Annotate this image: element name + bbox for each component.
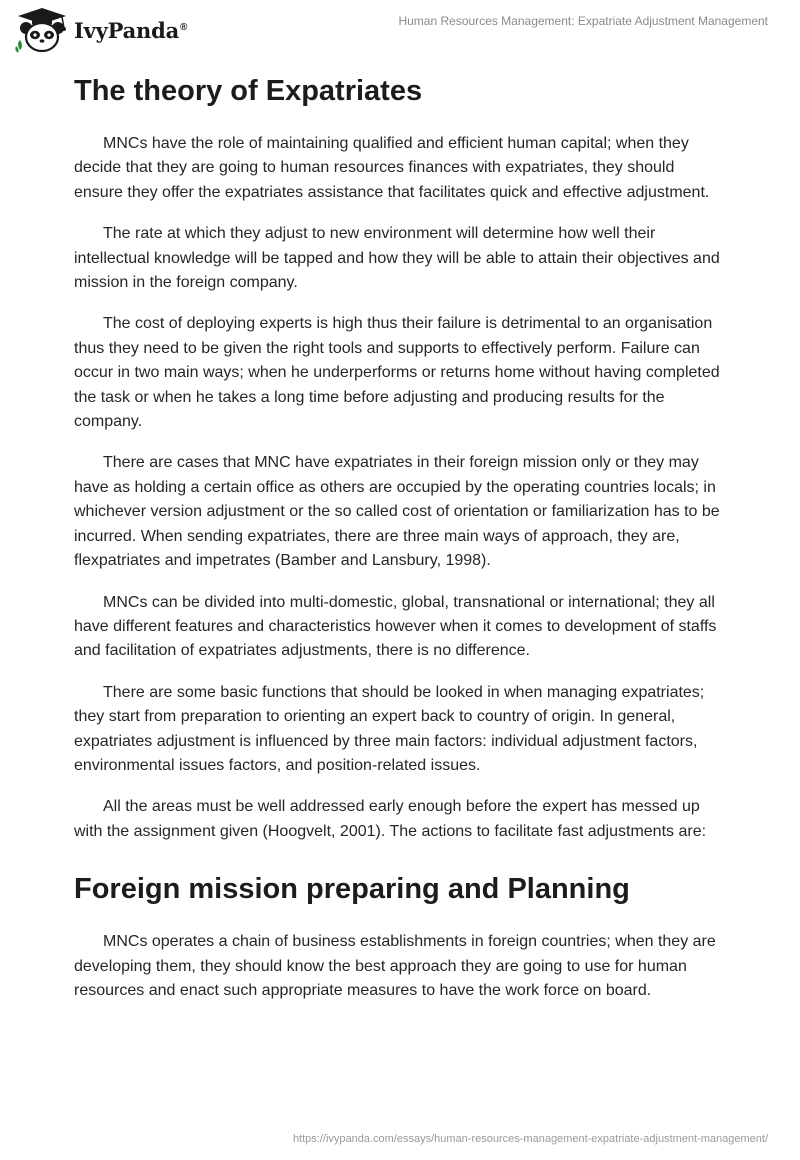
paragraph: MNCs operates a chain of business establishments in foreign countries; when they are developing them, they should know the best approach they are going to use for human resources and enact such appropriate measures to have the work force on board. [74,933,716,999]
source-url-link[interactable]: https://ivypanda.com/essays/human-resources-management-expatriate-adjustment-management/ [292,1133,768,1145]
document-title: Human Resources Management: Expatriate Adjustment Management [398,14,768,28]
paragraph: There are some basic functions that should be looked in when managing expatriates; they start from preparation to orienting an expert back to country of origin. In general, expatriates adjustment is influenced by three main factors: individual adjustment factors, environmental issues factors, and position-related issues. [74,683,705,774]
paragraph: The cost of deploying experts is high thus their failure is detrimental to an organisation thus they need to be given the right tools and supports to effectively perform. Failure can occur in two main ways; when he underperforms or returns home without having completed the task or when he takes a long time before adjusting and producing results for the company. [74,315,720,431]
brand-name: IvyPanda® [74,17,188,43]
paragraph: There are cases that MNC have expatriates in their foreign mission only or they may have as holding a certain office as others are occupied by the operating countries locals; in whichever version adjustment or the so called cost of orientation or familiarization has to be incurred. When sending expatriates, there are three main ways of approach, they are, flexpatriates and impetrates (Bamber and Lansbury, 1998). [74,454,720,570]
paragraph: All the areas must be well addressed early enough before the expert has messed up with the assignment given (Hoogvelt, 2001). The actions to facilitate fast adjustments are: [74,798,707,840]
paragraph: MNCs can be divided into multi-domestic, global, transnational or international; they all have different features and characteristics however when it comes to development of staffs and facilitation of expatriates adjustments, there is no difference. [74,593,717,660]
section-heading: Foreign mission preparing and Planning [74,873,630,906]
panda-logo-icon [14,6,70,54]
brand-logo[interactable] [14,6,187,54]
paragraph: MNCs have the role of maintaining qualified and efficient human capital; when they decide that they are going to human resources finances with expatriates, they should ensure they offer the expatriates assistance that facilitates quick and effective adjustment. [74,135,710,201]
paragraph: The rate at which they adjust to new environment will determine how well their intellectual knowledge will be tapped and how they will be able to attain their objectives and mission in the foreign company. [74,225,720,292]
section-heading: The theory of Expatriates [74,75,423,107]
article-body [74,70,726,1020]
page-header [0,0,800,60]
